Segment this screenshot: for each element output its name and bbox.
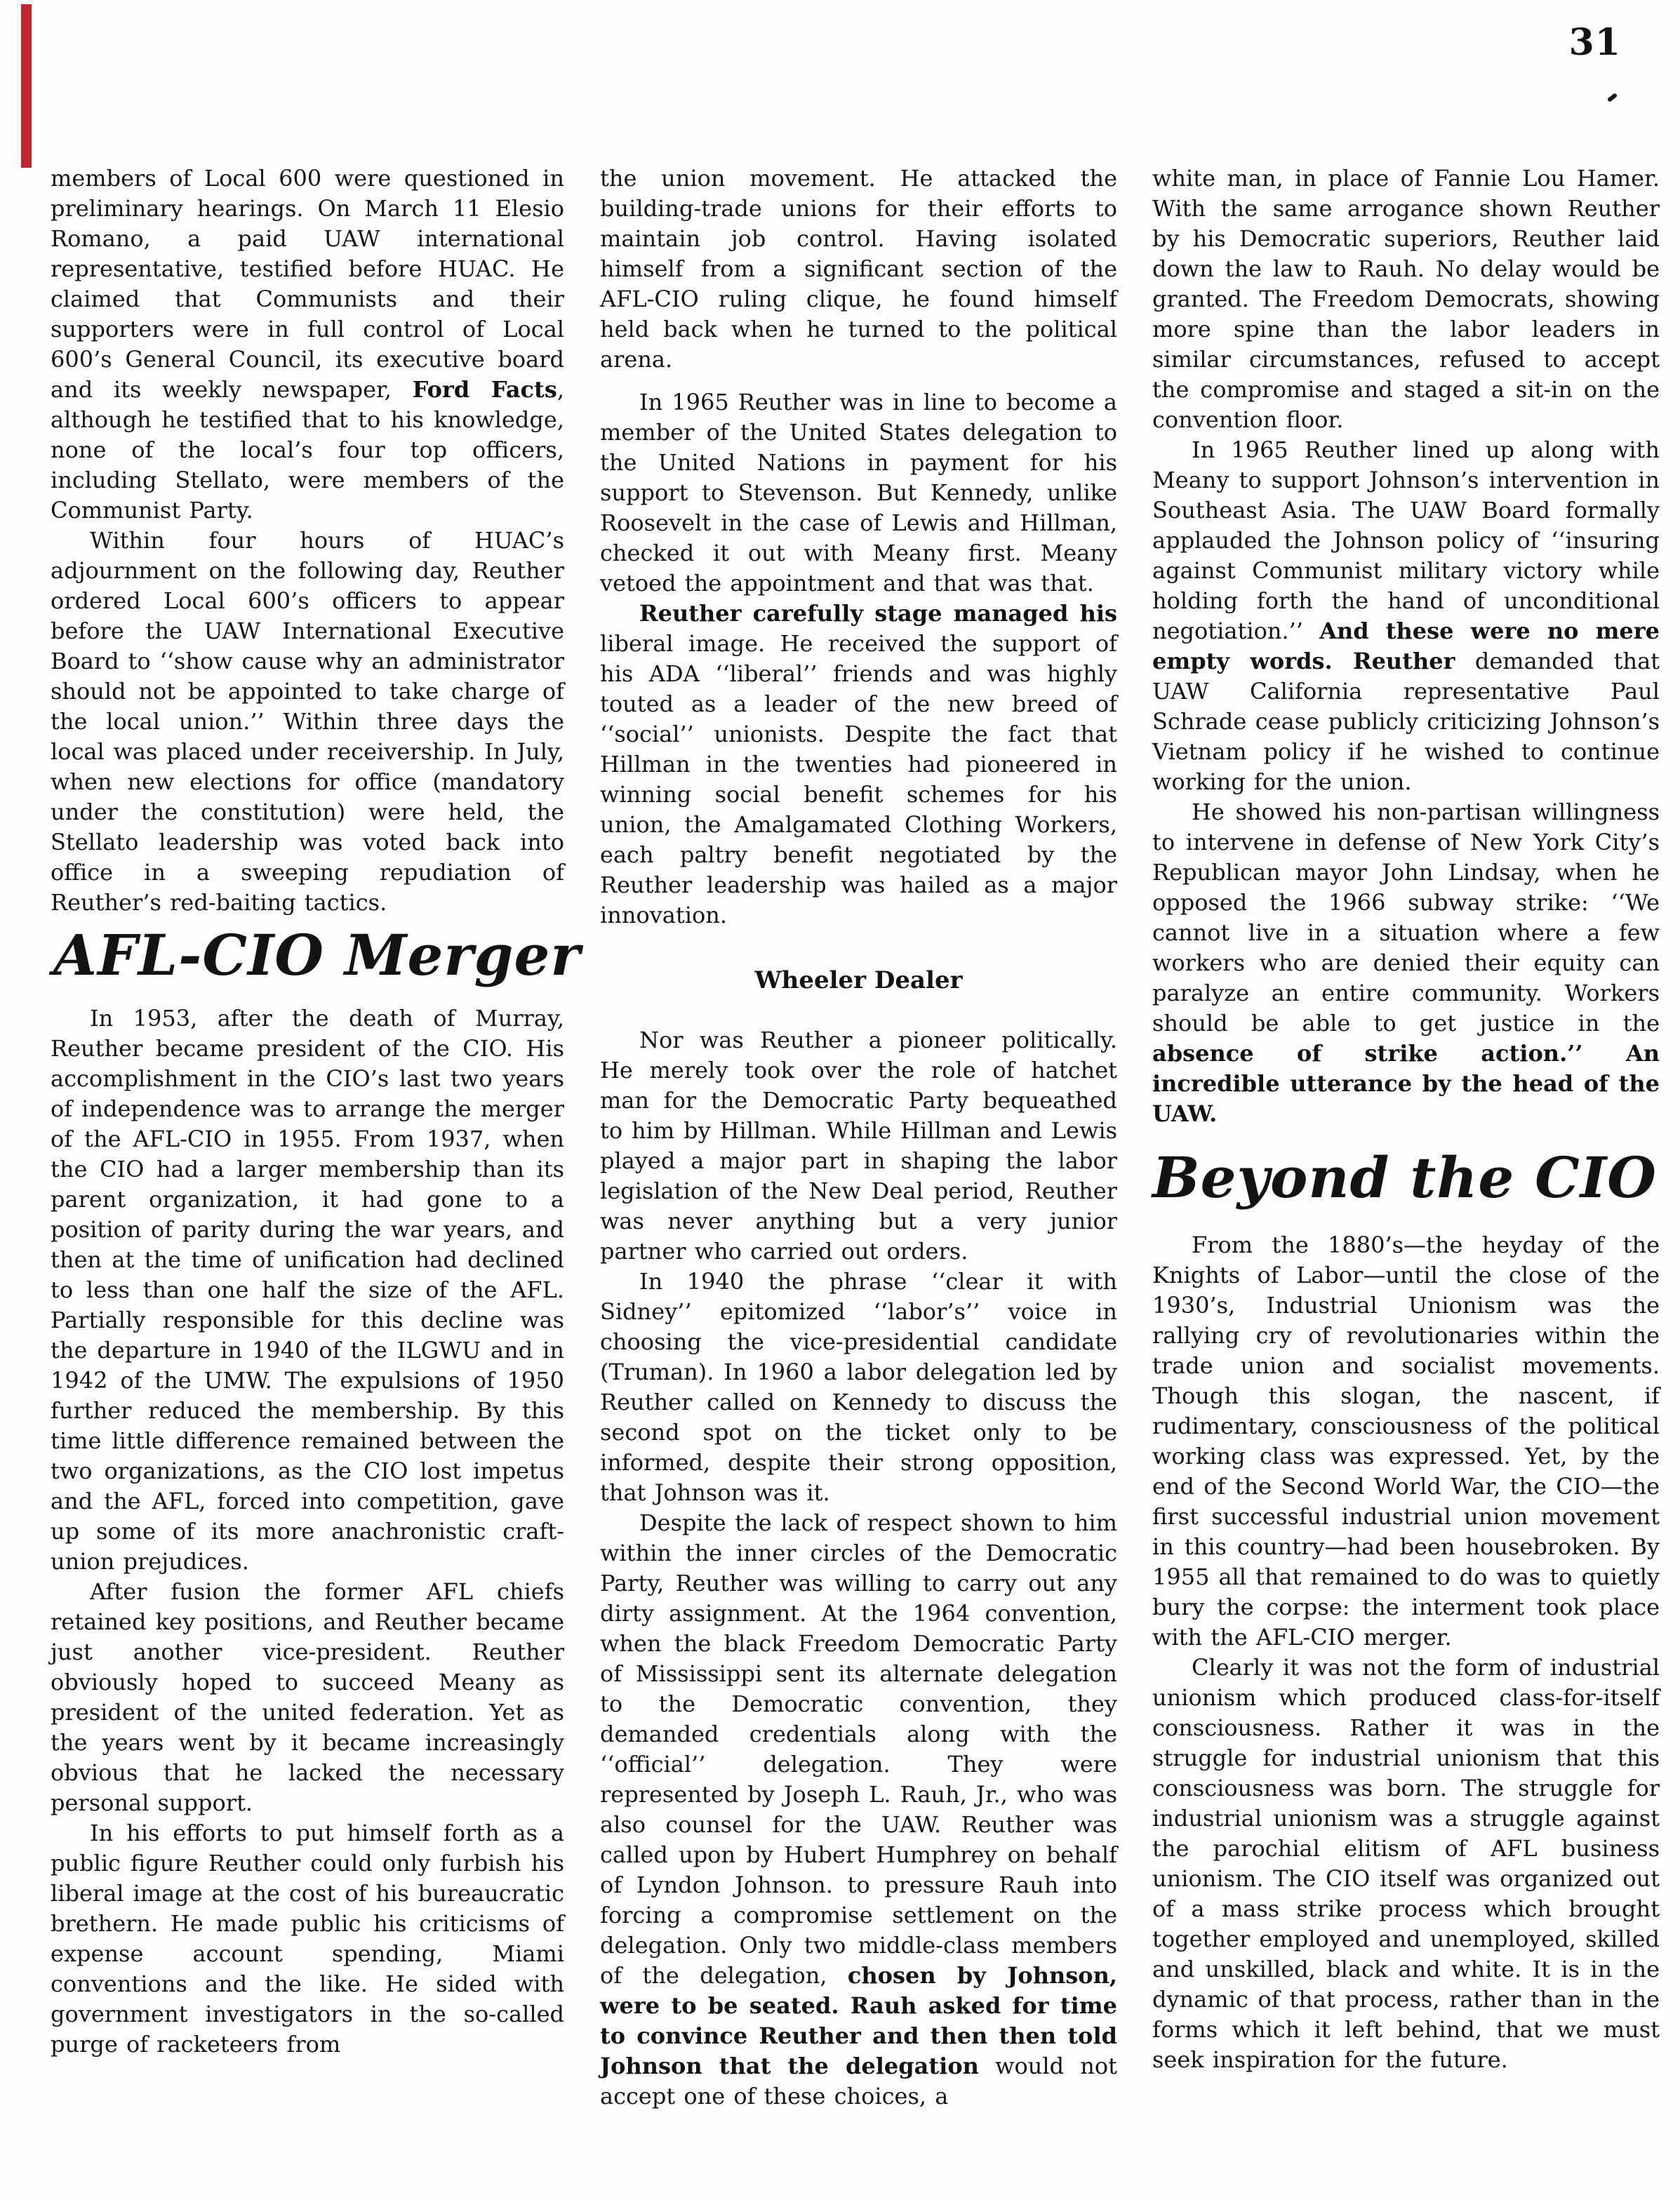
text-run: white man, in place of Fannie Lou Hamer. With the same arrogance shown Reuther by his Democratic superiors, Reuther laid down the law to Rauh. No delay would be granted. The Freedom Democrats, showing more spine than the labor leaders in similar circumstances, refused to accept the compromise and staged a sit-in on the convention floor. xyxy=(1152,165,1660,433)
text-run: the union movement. He attacked the building-trade unions for their efforts to maintain job control. Having isolated himself from a significant section of the AFL-CIO ruling clique, he found himself held back when he turned to the political arena. xyxy=(600,165,1117,373)
subheading: Wheeler Dealer xyxy=(754,966,963,994)
text-run: , although he testified that to his knowledge, none of the local’s four top officers, including Stellato, were members of the Communist Party. xyxy=(51,376,565,524)
text-run: In 1953, after the death of Murray, Reuther became president of the CIO. His accomplishment in the CIO’s last two years of independence was to arrange the merger of the AFL-CIO in 1955. From 1937, when the CIO had a larger membership than its parent organization, it had gone to a position of parity during the war years, and then at the time of unification had declined to less than one half the size of the AFL. Partially responsible for this decline was the departure in 1940 of the ILGWU and in 1942 of the UMW. The expulsions of 1950 further reduced the membership. By this time little difference remained between the two organizations, as the CIO lost impetus and the AFL, forced into competition, gave up some of its more anachronistic craft-union prejudices. xyxy=(51,1005,564,1575)
text-run: Nor was Reuther a pioneer politically. He merely took over the role of hatchet man for the Democratic Party bequeathed to him by Hillman. While Hillman and Lewis played a major part in shaping the labor legislation of the New Deal period, Reuther was never anything but a very junior partner who carried out orders. xyxy=(600,1027,1117,1265)
body-paragraph xyxy=(51,1818,564,2060)
body-paragraph xyxy=(600,387,1117,599)
bold-text-run: And these were no mere empty words. Reuther xyxy=(1152,618,1660,674)
body-paragraph xyxy=(51,1004,564,1577)
text-run: In 1965 Reuther was in line to become a member of the United States delegation to the United Nations in payment for his support to Stevenson. But Kennedy, unlike Roosevelt in the case of Lewis and Hillman, checked it out with Meany first. Meany vetoed the appointment and that was that. xyxy=(600,389,1117,596)
text-run: members of Local 600 were questioned in preliminary hearings. On March 11 Elesio Romano, a paid UAW international representative, testified before HUAC. He claimed that Communists and their supporters were in full control of Local 600’s General Council, its executive board and its weekly newspaper, xyxy=(51,165,564,403)
body-paragraph xyxy=(1152,435,1660,797)
text-run: Clearly it was not the form of industrial unionism which produced class-for-itself consciousness. Rather it was in the struggle for industrial unionism that this consciousness was born. The struggle for industrial unionism was a struggle against the parochial elitism of AFL business unionism. The CIO itself was organized out of a mass strike process which brought together employed and unemployed, skilled and unskilled, black and white. It is in the dynamic of that process, rather than in the forms which it left behind, that we must seek inspiration for the future. xyxy=(1152,1654,1660,2074)
ink-speck xyxy=(1607,93,1618,102)
text-run: In his efforts to put himself forth as a public figure Reuther could only furbish his liberal image at the cost of his bureaucratic brethern. He made public his criticisms of expense account spending, Miami conventions and the like. He sided with government investigators in the so-called purge of racketeers from xyxy=(51,1820,564,2058)
page-number: 31 xyxy=(1568,21,1621,64)
body-paragraph xyxy=(1152,164,1660,435)
bold-text-run: absence of strike action.’’ An incredible utterance by the head of the UAW. xyxy=(1152,1040,1660,1127)
body-paragraph xyxy=(51,1577,564,1818)
text-run: After fusion the former AFL chiefs retained key positions, and Reuther became just another vice-president. Reuther obviously hoped to succeed Meany as president of the united federation. Yet as the years went by it became increasingly obvious that he lacked the necessary personal support. xyxy=(51,1578,564,1817)
column-1 xyxy=(51,164,581,2060)
text-run: He showed his non-partisan willingness to intervene in defense of New York City’s Republican mayor John Lindsay, when he opposed the 1966 subway strike: ‘‘We cannot live in a situation where a few workers who are denied their equity can paralyze an entire community. Workers should be able to get justice in the xyxy=(1152,799,1660,1036)
body-paragraph xyxy=(600,1508,1117,2112)
red-registration-mark xyxy=(21,4,32,168)
text-run: In 1965 Reuther lined up along with Meany to support Johnson’s intervention in Southeast Asia. The UAW Board formally applauded the Johnson policy of ‘‘insuring against Communist military victory while holding forth the hand of unconditional negotiation.’’ xyxy=(1152,436,1660,644)
column-3 xyxy=(1152,164,1660,2075)
body-paragraph xyxy=(600,1267,1117,1508)
text-run: would not accept one of these choices, a xyxy=(600,2053,1117,2109)
text-run: Despite the lack of respect shown to him within the inner circles of the Democratic Party, Reuther was willing to carry out any dirty assignment. At the 1964 convention, when the black Freedom Democratic Party of Mississippi sent its alternate delegation to the Democratic convention, they demanded credentials along with the ‘‘official’’ delegation. They were represented by Joseph L. Rauh, Jr., who was also counsel for the UAW. Reuther was called upon by Hubert Humphrey on behalf of Lyndon Johnson. to pressure Rauh into forcing a compromise settlement on the delegation. Only two middle-class members of the delegation, xyxy=(600,1509,1117,1989)
section-headline: AFL-CIO Merger xyxy=(53,922,581,988)
bold-text-run: chosen by Johnson, were to be seated. Rauh asked for time to convince Reuther and then then told Johnson that the delegation xyxy=(600,1962,1118,2079)
text-run: From the 1880’s—the heyday of the Knights of Labor—until the close of the 1930’s, Industrial Unionism was the rallying cry of revolutionaries within the trade union and socialist movements. Though this slogan, the nascent, if rudimentary, consciousness of the political working class was expressed. Yet, by the end of the Second World War, the CIO—the first successful industrial union movement in this country—had been housebroken. By 1955 all that remained to do was to quietly bury the corpse: the interment took place with the AFL-CIO merger. xyxy=(1152,1232,1660,1651)
body-paragraph xyxy=(600,599,1117,931)
column-2 xyxy=(600,164,1117,2112)
body-paragraph xyxy=(51,526,564,918)
body-paragraph xyxy=(1152,797,1660,1129)
text-run: demanded that UAW California representative Paul Schrade cease publicly criticizing Johnson’s Vietnam policy if he wished to continue working for the union. xyxy=(1152,648,1660,795)
bold-text-run: Ford Facts xyxy=(412,376,557,403)
body-paragraph xyxy=(51,164,564,526)
text-run: In 1940 the phrase ‘‘clear it with Sidney’’ epitomized ‘‘labor’s’’ voice in choosing the vice-presidential candidate (Truman). In 1960 a labor delegation led by Reuther called on Kennedy to discuss the second spot on the ticket only to be informed, despite their strong opposition, that Johnson was it. xyxy=(600,1268,1117,1506)
bold-text-run: Reuther carefully stage managed his xyxy=(639,600,1117,627)
text-run: Within four hours of HUAC’s adjournment on the following day, Reuther ordered Local 600’s officers to appear before the UAW International Executive Board to ‘‘show cause why an administrator should not be appointed to take charge of the local union.’’ Within three days the local was placed under receivership. In July, when new elections for office (mandatory under the constitution) were held, the Stellato leadership was voted back into office in a sweeping repudiation of Reuther’s red-baiting tactics. xyxy=(51,527,564,916)
text-run: liberal image. He received the support of his ADA ‘‘liberal’’ friends and was highly touted as a leader of the new breed of ‘‘social’’ unionists. Despite the fact that Hillman in the twenties had pioneered in winning social benefit schemes for his union, the Amalgamated Clothing Workers, each paltry benefit negotiated by the Reuther leadership was hailed as a major innovation. xyxy=(600,630,1117,928)
section-headline: Beyond the CIO xyxy=(1152,1145,1657,1211)
body-paragraph xyxy=(1152,1653,1660,2075)
body-paragraph xyxy=(600,1025,1117,1267)
body-paragraph xyxy=(1152,1230,1660,1653)
body-paragraph xyxy=(600,164,1117,375)
